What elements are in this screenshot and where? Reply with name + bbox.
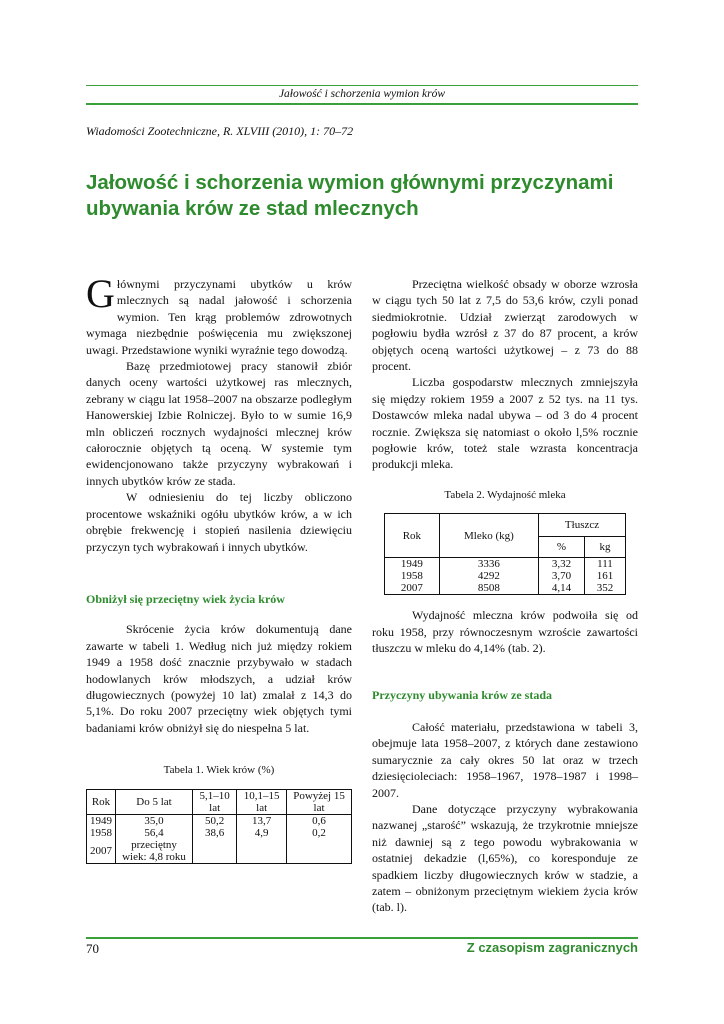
page-number: 70 [86,941,99,956]
table1-cell: przeciętny wiek: 4,8 roku [116,839,193,864]
table2-cell: 3,32 [539,558,585,571]
table1-header-to5: Do 5 lat [116,789,193,814]
table1-cell: 2007 [87,839,116,864]
citation: Wiadomości Zootechniczne, R. XLVIII (2010), 1: 70–72 [86,124,354,138]
table1-header-over15: Powyżej 15 lat [287,789,352,814]
table1-header-5-10: 5,1–10 lat [193,789,237,814]
section2-paragraph-1: Całość materiału, przedstawiona w tabeli 3, obejmuje lata 1958–2007, z których dane zestawiono sumarycznie za cały okres 50 lat oraz w trzech dziesięcioleciach: 1958–1967, 1978–1987 i 1998–2007. [372,719,638,800]
right-paragraph-2: Liczba gospodarstw mlecznych zmniejszyła się między rokiem 1959 a 2007 z 52 tys. na 11 tys. Dostawców mleka nadal ubywa – od 3 do 4 procent rocznie. Zwiększa się natomiast o około l,5% rocznie pogłowie krów, toteż stale wzrasta koncentracja produkcji mleka. [372,375,638,472]
table1-cell [193,839,237,864]
table-row [385,582,626,595]
table1-header-10-15: 10,1–15 lat [237,789,287,814]
table2-header-fat-kg: kg [584,537,625,558]
table2-header-milk: Mleko (kg) [439,514,538,558]
left-column [86,271,352,864]
dropcap: G [86,271,115,316]
table2-cell: 352 [584,582,625,595]
table2-cell: 2007 [385,582,440,595]
table-age [86,789,352,864]
table1-cell: 35,0 [116,814,193,827]
table2-cell: 1958 [385,570,440,582]
right-paragraph-3: Wydajność mleczna krów podwoiła się od roku 1958, przy równoczesnym wzroście zawartości tłuszczu w mleku do 4,14% (tab. 2). [372,608,638,656]
table1-cell [287,839,352,864]
table1-cell: 56,4 [116,827,193,839]
section2-paragraph-2: Dane dotyczące przyczyny wybrakowania nazwanej „starość” wskazują, że trzykrotnie mniejsze niż dawniej są z tego powodu wybrakowania w ostatniej dekadzie (l,65%), co koresponduje ze spadkiem liczby długowiecznych krów w stadzie, a zatem – obniżonym przeciętnym wiekiem życia krów (tab. l). [372,801,638,915]
table1-cell: 38,6 [193,827,237,839]
section-heading-age: Obniżył się przeciętny wiek życia krów [86,591,285,606]
table1-cell [237,839,287,864]
table1-cell: 1958 [87,827,116,839]
right-paragraph-1: Przeciętna wielkość obsady w oborze wzrosła w ciągu tych 50 lat z 7,5 do 53,6 krów, czyli ponad siedmiokrotnie. Udział zwierząt zarodowych w pogłowiu bydła wzrósł z 37 do 87 procent, a krów objętych oceną wartości użytkowej – z 73 do 88 procent. [372,277,638,374]
table-row [385,570,626,582]
table-milk-yield [384,513,626,595]
table2-cell: 3,70 [539,570,585,582]
table1-cell: 13,7 [237,814,287,827]
intro-p1-text: łównymi przyczynami ubytków u krów mlecznych są nadal jałowość i schorzenia wymion. Ten krąg problemów zdrowotnych wymaga niezbędnie poświęcenia mu zwiększonej uwagi. Przedstawione wyniki wyraźnie tego dowodzą. [86,277,352,357]
footer-rule [86,937,638,939]
table1-cell: 4,9 [237,827,287,839]
table2-cell: 111 [584,558,625,571]
journal-section-name: Z czasopism zagranicznych [466,940,638,955]
table2-cell: 3336 [439,558,538,571]
header-bottom-rule [86,103,638,105]
table2-cell: 8508 [439,582,538,595]
running-head: Jałowość i schorzenia wymion krów [278,88,446,100]
table2-cell: 1949 [385,558,440,571]
article-title: Jałowość i schorzenia wymion głównymi przyczynami ubywania krów ze stad mlecznych [86,171,614,220]
table2-header-fat: Tłuszcz [539,514,626,537]
intro-paragraph-2: Bazę przedmiotowej pracy stanowił zbiór danych oceny wartości użytkowej ras mlecznych, zebrany w ciągu lat 1958–2007 na obszarze podległym Hanowerskiej Izbie Rolniczej. Było to w sumie 16,9 mln obliczeń rocznych wydajności mlecznej krów całorocznie objętych tą oceną. W systemie tym ewidencjonowano także przyczyny wybrakowań i innych ubytków krów ze stada. [86,359,352,488]
intro-paragraph-1 [86,271,352,358]
table2-cell: 4292 [439,570,538,582]
table1-cell: 1949 [87,814,116,827]
table1-cell: 0,6 [287,814,352,827]
intro-paragraph-3: W odniesieniu do tej liczby obliczono procentowe wskaźniki ogółu ubytków krów, a w ich obrębie frekwencję i stopień nasilenia dziewięciu przyczyn tych wybrakowań i innych ubytków. [86,490,352,554]
table1-caption: Tabela 1. Wiek krów (%) [163,764,275,777]
table2-header-fat-pct: % [539,537,585,558]
table2-caption: Tabela 2. Wydajność mleka [444,488,566,501]
table1-header-year: Rok [87,789,116,814]
table-row [87,839,352,864]
table2-cell: 161 [584,570,625,582]
table2-header-year: Rok [385,514,440,558]
table-row [87,827,352,839]
table-row [385,558,626,571]
table2-cell: 4,14 [539,582,585,595]
table1-cell: 50,2 [193,814,237,827]
right-column [372,276,638,916]
section-heading-causes: Przyczyny ubywania krów ze stada [372,687,552,702]
header-top-rule [86,85,638,86]
section1-paragraph: Skrócenie życia krów dokumentują dane zawarte w tabeli 1. Według nich już między rokiem 1949 a 1958 dość znacznie przybywało w stadach hodowlanych krów młodszych, a udział krów długowiecznych (powyżej 10 lat) zmalał z 14,3 do 5,1%. Do roku 2007 przeciętny wiek objętych tymi badaniami krów obniżył się do niespełna 5 lat. [86,622,352,735]
table1-cell: 0,2 [287,827,352,839]
table-row [87,814,352,827]
